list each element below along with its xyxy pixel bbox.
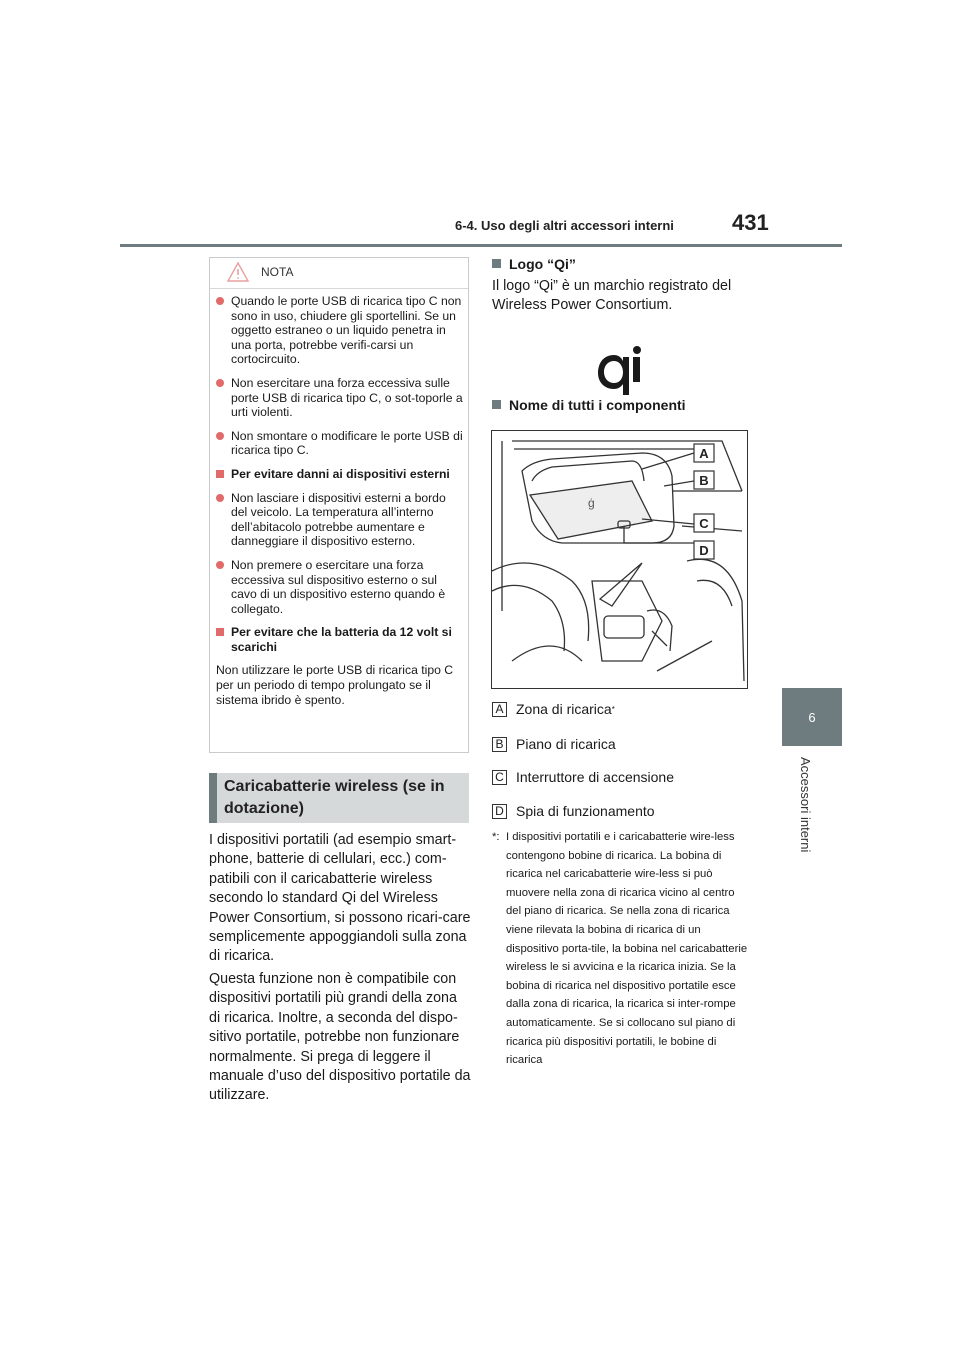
note-body	[216, 294, 464, 707]
legend-item-b	[492, 734, 616, 754]
logo-heading	[492, 256, 576, 272]
legend-text: Spia di funzionamento	[516, 803, 655, 819]
qi-logo-icon	[588, 337, 648, 397]
callout-labels	[694, 444, 714, 559]
legend-key: A	[492, 702, 507, 717]
legend-key: D	[492, 804, 507, 819]
heading-square-icon	[492, 400, 501, 409]
legend-text: Zona di ricarica	[516, 701, 612, 717]
page-number: 431	[732, 210, 769, 235]
note-item	[216, 491, 464, 549]
note-item	[216, 429, 464, 458]
note-item-text: Non esercitare una forza eccessiva sulle porte USB di ricarica tipo C, o sot-toporle a urti violenti.	[231, 375, 463, 420]
header-rule	[120, 244, 842, 247]
legend-item-d	[492, 801, 655, 821]
callout-d: D	[699, 543, 709, 558]
callout-a: A	[699, 446, 709, 461]
note-item-text: Non lasciare i dispositivi esterni a bordo del veicolo. La temperatura all’interno dell’abitacolo potrebbe aumentare e danneggiare il dispositivo esterno.	[231, 490, 446, 549]
section-header: 6-4. Uso degli altri accessori interni	[455, 218, 674, 233]
footnote-text: I dispositivi portatili e i caricabatterie wire-less contengono bobine di ricarica. La bobina di ricarica nel caricabatterie wire-less si può muovere nella zona di ricarica vicino al centro del piano di ricarica. Se nella zona di ricarica viene rilevata la bobina di ricarica di un dispositivo porta-tile, la bobina nel caricabatterie wireless le si avvicina e la ricarica inizia. Se la bobina di ricarica nel dispositivo portatile esce dalla zona di ricarica, la ricarica si inter-rompe automaticamente. Se si collocano sul piano di ricarica più dispositivi portatili, le bobine di ricarica	[506, 831, 748, 1067]
intro-paragraph: I dispositivi portatili (ad esempio smart-phone, batterie di cellulari, ecc.) com-patibili con il caricabatterie wireless secondo lo standard Qi del Wireless Power Consortium, si possono ricari-care semplicemente appoggiandoli sulla zona di ricarica.	[209, 832, 471, 965]
heading-square-icon	[492, 259, 501, 268]
bullet-square-icon	[216, 628, 224, 636]
note-item	[216, 294, 464, 367]
warning-triangle-icon	[226, 261, 250, 283]
compatibility-paragraph: Questa funzione non è compatibile con dispositivi portatili più grandi della zona di ricarica. Inoltre, a seconda del dispo-sitivo portatile, potrebbe non funzionare normalmente. Si prega di leggere il manuale d’uso del dispositivo portatile da utilizzare.	[209, 971, 471, 1104]
note-box	[209, 257, 469, 753]
callout-b: B	[699, 473, 709, 488]
note-item	[216, 376, 464, 420]
chapter-tab: 6	[782, 688, 842, 746]
components-heading-text: Nome di tutti i componenti	[509, 397, 686, 413]
legend-item-a	[492, 699, 615, 719]
chapter-label: Accessori interni	[798, 757, 813, 853]
charger-diagram	[491, 430, 748, 689]
bullet-square-icon	[216, 470, 224, 478]
legend-text: Interruttore di accensione	[516, 769, 674, 785]
logo-heading-text: Logo “Qi”	[509, 256, 576, 272]
bullet-dot-icon	[216, 561, 224, 569]
chapter-label-wrap	[798, 757, 826, 877]
note-plain-text: Non utilizzare le porte USB di ricarica tipo C per un periodo di tempo prolungato se il sistema ibrido è spento.	[216, 663, 454, 707]
legend-key: B	[492, 737, 507, 752]
bullet-dot-icon	[216, 297, 224, 305]
footnote	[492, 828, 750, 1070]
bullet-dot-icon	[216, 432, 224, 440]
note-header	[210, 258, 468, 288]
note-item	[216, 558, 464, 616]
section-title: Caricabatterie wireless (se in dotazione)	[224, 778, 445, 817]
bullet-dot-icon	[216, 379, 224, 387]
note-subheading	[216, 467, 464, 482]
legend-item-c	[492, 767, 674, 787]
note-item-text: Non smontare o modificare le porte USB di ricarica tipo C.	[231, 428, 463, 458]
note-item-text: Non premere o esercitare una forza eccessiva sul dispositivo esterno o sul cavo di un dispositivo esterno quando è collegato.	[231, 557, 446, 616]
console-illustration	[492, 431, 747, 688]
footnote-ref: *	[611, 704, 615, 714]
logo-description: Il logo “Qi” è un marchio registrato del Wireless Power Consortium.	[492, 278, 732, 314]
legend-key: C	[492, 770, 507, 785]
note-subheading-text: Per evitare che la batteria da 12 volt si scarichi	[231, 625, 452, 654]
note-subheading	[216, 625, 464, 654]
section-title-bar	[209, 773, 217, 823]
note-subheading-text: Per evitare danni ai dispositivi esterni	[231, 466, 450, 481]
note-item-text: Quando le porte USB di ricarica tipo C non sono in uso, chiudere gli sportellini. Se un oggetto estraneo o un liquido penetra in una porta, potrebbe verifi-carsi un cortocircuito.	[231, 294, 462, 367]
bullet-dot-icon	[216, 494, 224, 502]
svg-text:ġ: ġ	[588, 496, 595, 510]
components-heading	[492, 397, 686, 413]
footnote-mark: *:	[492, 831, 500, 843]
note-divider	[210, 288, 468, 289]
note-title: NOTA	[261, 265, 294, 279]
section-title-band	[209, 773, 469, 823]
legend-text: Piano di ricarica	[516, 736, 616, 752]
callout-c: C	[699, 516, 709, 531]
